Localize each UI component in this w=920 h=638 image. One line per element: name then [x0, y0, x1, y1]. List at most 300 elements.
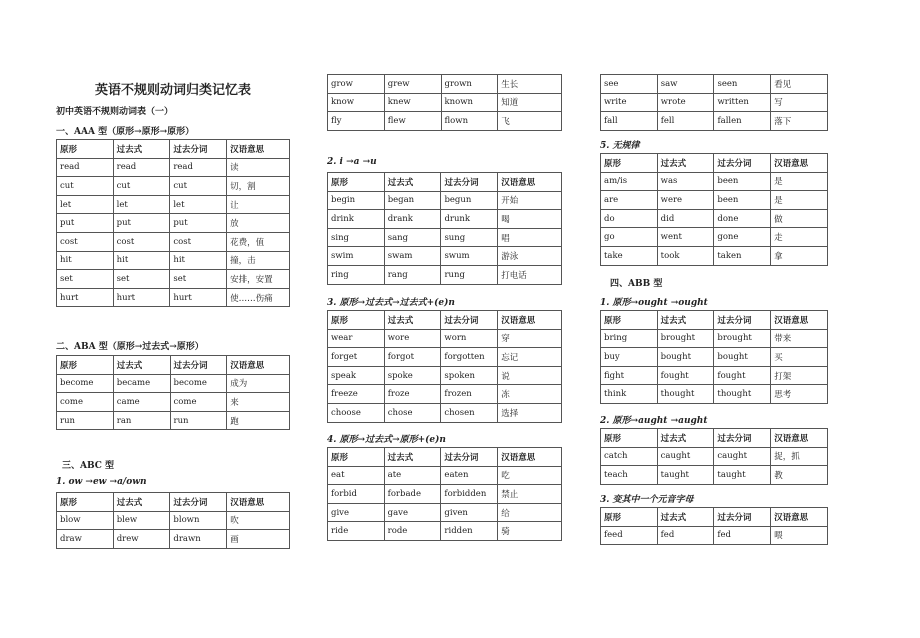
- section-heading-aba: 二、ABA 型（原形→过去式→原形）: [56, 342, 204, 352]
- table-row: [601, 466, 828, 485]
- past-participle-cell: chosen: [441, 403, 498, 422]
- past-participle-cell: known: [441, 93, 498, 112]
- table-row: [601, 246, 828, 265]
- past-tense-cell: read: [113, 158, 170, 177]
- table-row: [328, 228, 562, 247]
- past-participle-cell: fed: [714, 526, 771, 545]
- meaning-cell: 切，割: [227, 177, 290, 196]
- table-abb-1: [600, 310, 828, 404]
- past-tense-cell: flew: [384, 112, 441, 131]
- base-form-cell: cost: [57, 232, 114, 251]
- past-tense-cell: bought: [657, 348, 714, 367]
- past-tense-cell: were: [657, 191, 714, 210]
- base-form-cell: am/is: [601, 172, 658, 191]
- base-form-cell: sing: [328, 228, 385, 247]
- column-header: 过去分词: [714, 508, 771, 527]
- past-participle-cell: brought: [714, 329, 771, 348]
- past-participle-cell: done: [714, 209, 771, 228]
- past-participle-cell: caught: [714, 447, 771, 466]
- page-title: 英语不规则动词归类记忆表: [94, 83, 251, 98]
- table-row: [328, 210, 562, 229]
- column-header: 过去式: [657, 311, 714, 330]
- base-form-cell: wear: [328, 329, 385, 348]
- table-abb-2: [600, 428, 828, 485]
- section-heading-abb: 四、ABB 型: [610, 279, 663, 289]
- table-row: [328, 265, 562, 284]
- base-form-cell: grow: [328, 75, 385, 94]
- meaning-cell: 穿: [498, 329, 562, 348]
- past-participle-cell: been: [714, 191, 771, 210]
- past-participle-cell: taught: [714, 466, 771, 485]
- column-header: 过去分词: [170, 356, 227, 375]
- meaning-cell: 飞: [498, 112, 562, 131]
- base-form-cell: go: [601, 228, 658, 247]
- subheading-abc-1: 1. ow →ew →a/own: [56, 477, 147, 487]
- table-row: [328, 466, 562, 485]
- table-row: [328, 348, 562, 367]
- subheading-abc-4: 4. 原形→过去式→原形+(e)n: [327, 435, 446, 445]
- table-row: [57, 158, 290, 177]
- past-tense-cell: saw: [657, 75, 714, 94]
- column-header: 过去式: [113, 493, 170, 512]
- table-header-row: [601, 508, 828, 527]
- table-row: [57, 251, 290, 270]
- table-abc-1a: [56, 492, 290, 549]
- column-header: 过去式: [113, 356, 170, 375]
- past-participle-cell: hit: [170, 251, 227, 270]
- meaning-cell: 忘记: [498, 348, 562, 367]
- past-tense-cell: chose: [384, 403, 441, 422]
- base-form-cell: become: [57, 374, 114, 393]
- table-abc-4b: [600, 74, 828, 131]
- past-tense-cell: fought: [657, 366, 714, 385]
- base-form-cell: come: [57, 393, 114, 412]
- table-row: [601, 172, 828, 191]
- meaning-cell: 落下: [771, 112, 828, 131]
- column-header: 汉语意思: [771, 154, 828, 173]
- meaning-cell: 唱: [498, 228, 562, 247]
- column-header: 原形: [601, 429, 658, 448]
- column-header: 过去式: [384, 311, 441, 330]
- past-tense-cell: began: [384, 191, 441, 210]
- past-tense-cell: cost: [113, 232, 170, 251]
- base-form-cell: catch: [601, 447, 658, 466]
- table-row: [328, 112, 562, 131]
- past-participle-cell: flown: [441, 112, 498, 131]
- meaning-cell: 安排，安置: [227, 270, 290, 289]
- table-row: [328, 403, 562, 422]
- column-header: 汉语意思: [227, 493, 290, 512]
- table-abc-4a: [327, 447, 562, 541]
- table-header-row: [328, 173, 562, 192]
- past-tense-cell: fed: [657, 526, 714, 545]
- meaning-cell: 跑: [227, 411, 290, 430]
- meaning-cell: 写: [771, 93, 828, 112]
- past-participle-cell: thought: [714, 385, 771, 404]
- past-tense-cell: caught: [657, 447, 714, 466]
- column-header: 过去式: [113, 140, 170, 159]
- past-tense-cell: grew: [384, 75, 441, 94]
- meaning-cell: 撞，击: [227, 251, 290, 270]
- meaning-cell: 做: [771, 209, 828, 228]
- past-participle-cell: worn: [441, 329, 498, 348]
- base-form-cell: fight: [601, 366, 658, 385]
- column-header: 过去分词: [441, 448, 498, 467]
- table-row: [328, 485, 562, 504]
- column-header: 过去式: [657, 508, 714, 527]
- meaning-cell: 打架: [771, 366, 828, 385]
- table-header-row: [601, 429, 828, 448]
- table-header-row: [57, 140, 290, 159]
- base-form-cell: eat: [328, 466, 385, 485]
- subheading-abc-2: 2. i →a →u: [327, 157, 377, 167]
- meaning-cell: 是: [771, 191, 828, 210]
- table-row: [328, 503, 562, 522]
- base-form-cell: swim: [328, 247, 385, 266]
- table-row: [57, 195, 290, 214]
- past-participle-cell: taken: [714, 246, 771, 265]
- column-header: 原形: [601, 154, 658, 173]
- past-participle-cell: read: [170, 158, 227, 177]
- past-participle-cell: drunk: [441, 210, 498, 229]
- column-header: 过去分词: [170, 140, 227, 159]
- table-row: [328, 385, 562, 404]
- table-row: [601, 93, 828, 112]
- meaning-cell: 冻: [498, 385, 562, 404]
- table-abc-3: [327, 310, 562, 423]
- past-participle-cell: become: [170, 374, 227, 393]
- table-abc-1b: [327, 74, 562, 131]
- past-tense-cell: let: [113, 195, 170, 214]
- base-form-cell: begin: [328, 191, 385, 210]
- past-tense-cell: forbade: [384, 485, 441, 504]
- base-form-cell: draw: [57, 530, 114, 549]
- table-row: [328, 247, 562, 266]
- past-tense-cell: ran: [113, 411, 170, 430]
- base-form-cell: give: [328, 503, 385, 522]
- table-header-row: [57, 493, 290, 512]
- past-participle-cell: bought: [714, 348, 771, 367]
- table-row: [57, 232, 290, 251]
- table-row: [601, 75, 828, 94]
- table-header-row: [57, 356, 290, 375]
- table-row: [57, 177, 290, 196]
- past-participle-cell: forgotten: [441, 348, 498, 367]
- table-row: [57, 411, 290, 430]
- table-row: [328, 191, 562, 210]
- table-row: [57, 393, 290, 412]
- meaning-cell: 骑: [498, 522, 562, 541]
- past-tense-cell: came: [113, 393, 170, 412]
- table-row: [328, 522, 562, 541]
- table-header-row: [328, 448, 562, 467]
- past-participle-cell: rung: [441, 265, 498, 284]
- table-row: [57, 270, 290, 289]
- meaning-cell: 拿: [771, 246, 828, 265]
- past-participle-cell: given: [441, 503, 498, 522]
- table-row: [601, 366, 828, 385]
- base-form-cell: set: [57, 270, 114, 289]
- past-participle-cell: fought: [714, 366, 771, 385]
- table-row: [328, 93, 562, 112]
- past-participle-cell: cut: [170, 177, 227, 196]
- column-header: 原形: [328, 311, 385, 330]
- base-form-cell: take: [601, 246, 658, 265]
- past-tense-cell: hurt: [113, 288, 170, 307]
- past-participle-cell: ridden: [441, 522, 498, 541]
- column-header: 过去分词: [714, 429, 771, 448]
- past-tense-cell: set: [113, 270, 170, 289]
- section-heading-aaa: 一、AAA 型（原形→原形→原形）: [56, 127, 195, 137]
- base-form-cell: see: [601, 75, 658, 94]
- meaning-cell: 禁止: [498, 485, 562, 504]
- table-abc-5: [600, 153, 828, 266]
- base-form-cell: know: [328, 93, 385, 112]
- meaning-cell: 带来: [771, 329, 828, 348]
- past-participle-cell: let: [170, 195, 227, 214]
- past-tense-cell: knew: [384, 93, 441, 112]
- column-header: 汉语意思: [771, 311, 828, 330]
- base-form-cell: hit: [57, 251, 114, 270]
- table-header-row: [601, 154, 828, 173]
- past-participle-cell: eaten: [441, 466, 498, 485]
- meaning-cell: 吃: [498, 466, 562, 485]
- table-abb-3: [600, 507, 828, 545]
- past-tense-cell: rode: [384, 522, 441, 541]
- subheading-abb-3: 3. 变其中一个元音字母: [600, 495, 694, 505]
- subheading-abb-1: 1. 原形→ought →ought: [600, 298, 708, 308]
- meaning-cell: 教: [771, 466, 828, 485]
- past-tense-cell: brought: [657, 329, 714, 348]
- past-tense-cell: drank: [384, 210, 441, 229]
- past-tense-cell: hit: [113, 251, 170, 270]
- column-header: 汉语意思: [227, 140, 290, 159]
- base-form-cell: run: [57, 411, 114, 430]
- meaning-cell: 读: [227, 158, 290, 177]
- meaning-cell: 走: [771, 228, 828, 247]
- past-participle-cell: written: [714, 93, 771, 112]
- table-aba: [56, 355, 290, 430]
- subheading-abb-2: 2. 原形→aught →aught: [600, 416, 708, 426]
- base-form-cell: speak: [328, 366, 385, 385]
- past-participle-cell: grown: [441, 75, 498, 94]
- meaning-cell: 捉，抓: [771, 447, 828, 466]
- base-form-cell: let: [57, 195, 114, 214]
- column-header: 过去分词: [441, 173, 498, 192]
- past-tense-cell: wore: [384, 329, 441, 348]
- table-row: [601, 112, 828, 131]
- past-participle-cell: forbidden: [441, 485, 498, 504]
- past-tense-cell: sang: [384, 228, 441, 247]
- meaning-cell: 开始: [498, 191, 562, 210]
- column-header: 汉语意思: [498, 311, 562, 330]
- meaning-cell: 说: [498, 366, 562, 385]
- past-tense-cell: gave: [384, 503, 441, 522]
- base-form-cell: fall: [601, 112, 658, 131]
- table-header-row: [601, 311, 828, 330]
- past-tense-cell: drew: [113, 530, 170, 549]
- table-row: [328, 366, 562, 385]
- past-tense-cell: rang: [384, 265, 441, 284]
- column-header: 过去式: [657, 154, 714, 173]
- base-form-cell: cut: [57, 177, 114, 196]
- subtitle: 初中英语不规则动词表（一）: [56, 107, 174, 117]
- base-form-cell: fly: [328, 112, 385, 131]
- column-header: 汉语意思: [227, 356, 290, 375]
- past-participle-cell: hurt: [170, 288, 227, 307]
- past-participle-cell: seen: [714, 75, 771, 94]
- table-row: [328, 329, 562, 348]
- past-participle-cell: gone: [714, 228, 771, 247]
- base-form-cell: freeze: [328, 385, 385, 404]
- meaning-cell: 知道: [498, 93, 562, 112]
- past-tense-cell: wrote: [657, 93, 714, 112]
- base-form-cell: do: [601, 209, 658, 228]
- meaning-cell: 画: [227, 530, 290, 549]
- past-participle-cell: come: [170, 393, 227, 412]
- meaning-cell: 来: [227, 393, 290, 412]
- past-tense-cell: was: [657, 172, 714, 191]
- past-tense-cell: became: [113, 374, 170, 393]
- past-tense-cell: cut: [113, 177, 170, 196]
- column-header: 汉语意思: [771, 429, 828, 448]
- meaning-cell: 生长: [498, 75, 562, 94]
- meaning-cell: 思考: [771, 385, 828, 404]
- table-abc-2: [327, 172, 562, 285]
- column-header: 过去式: [384, 448, 441, 467]
- past-participle-cell: fallen: [714, 112, 771, 131]
- past-tense-cell: took: [657, 246, 714, 265]
- meaning-cell: 买: [771, 348, 828, 367]
- meaning-cell: 喝: [498, 210, 562, 229]
- table-aaa: [56, 139, 290, 307]
- column-header: 汉语意思: [498, 448, 562, 467]
- table-row: [601, 447, 828, 466]
- meaning-cell: 看见: [771, 75, 828, 94]
- past-participle-cell: begun: [441, 191, 498, 210]
- base-form-cell: put: [57, 214, 114, 233]
- past-participle-cell: frozen: [441, 385, 498, 404]
- past-participle-cell: spoken: [441, 366, 498, 385]
- past-tense-cell: forgot: [384, 348, 441, 367]
- past-participle-cell: sung: [441, 228, 498, 247]
- base-form-cell: think: [601, 385, 658, 404]
- meaning-cell: 选择: [498, 403, 562, 422]
- base-form-cell: ring: [328, 265, 385, 284]
- past-tense-cell: swam: [384, 247, 441, 266]
- table-row: [601, 348, 828, 367]
- subheading-abc-3: 3. 原形→过去式→过去式+(e)n: [327, 298, 455, 308]
- base-form-cell: are: [601, 191, 658, 210]
- table-row: [57, 530, 290, 549]
- table-row: [601, 329, 828, 348]
- past-participle-cell: put: [170, 214, 227, 233]
- column-header: 过去式: [384, 173, 441, 192]
- past-participle-cell: set: [170, 270, 227, 289]
- table-row: [601, 526, 828, 545]
- meaning-cell: 是: [771, 172, 828, 191]
- base-form-cell: forget: [328, 348, 385, 367]
- base-form-cell: feed: [601, 526, 658, 545]
- past-tense-cell: spoke: [384, 366, 441, 385]
- past-tense-cell: taught: [657, 466, 714, 485]
- base-form-cell: hurt: [57, 288, 114, 307]
- column-header: 汉语意思: [498, 173, 562, 192]
- past-tense-cell: ate: [384, 466, 441, 485]
- base-form-cell: choose: [328, 403, 385, 422]
- column-header: 过去分词: [441, 311, 498, 330]
- past-tense-cell: put: [113, 214, 170, 233]
- past-participle-cell: blown: [170, 511, 227, 530]
- past-participle-cell: been: [714, 172, 771, 191]
- base-form-cell: buy: [601, 348, 658, 367]
- base-form-cell: blow: [57, 511, 114, 530]
- column-header: 过去式: [657, 429, 714, 448]
- base-form-cell: forbid: [328, 485, 385, 504]
- meaning-cell: 使……伤痛: [227, 288, 290, 307]
- column-header: 原形: [57, 493, 114, 512]
- table-row: [57, 288, 290, 307]
- past-tense-cell: did: [657, 209, 714, 228]
- table-row: [601, 191, 828, 210]
- past-participle-cell: run: [170, 411, 227, 430]
- column-header: 过去分词: [714, 154, 771, 173]
- past-participle-cell: swum: [441, 247, 498, 266]
- past-tense-cell: thought: [657, 385, 714, 404]
- meaning-cell: 给: [498, 503, 562, 522]
- past-participle-cell: cost: [170, 232, 227, 251]
- column-header: 过去分词: [714, 311, 771, 330]
- table-header-row: [328, 311, 562, 330]
- section-heading-abc: 三、ABC 型: [62, 461, 115, 471]
- column-header: 原形: [57, 356, 114, 375]
- meaning-cell: 成为: [227, 374, 290, 393]
- past-tense-cell: fell: [657, 112, 714, 131]
- meaning-cell: 放: [227, 214, 290, 233]
- meaning-cell: 喂: [771, 526, 828, 545]
- column-header: 原形: [328, 448, 385, 467]
- table-row: [601, 228, 828, 247]
- base-form-cell: read: [57, 158, 114, 177]
- table-row: [601, 385, 828, 404]
- past-tense-cell: blew: [113, 511, 170, 530]
- base-form-cell: ride: [328, 522, 385, 541]
- meaning-cell: 游泳: [498, 247, 562, 266]
- column-header: 原形: [601, 508, 658, 527]
- column-header: 汉语意思: [771, 508, 828, 527]
- past-tense-cell: froze: [384, 385, 441, 404]
- meaning-cell: 让: [227, 195, 290, 214]
- meaning-cell: 吹: [227, 511, 290, 530]
- meaning-cell: 花费，值: [227, 232, 290, 251]
- table-row: [328, 75, 562, 94]
- column-header: 原形: [328, 173, 385, 192]
- past-tense-cell: went: [657, 228, 714, 247]
- table-row: [57, 214, 290, 233]
- base-form-cell: write: [601, 93, 658, 112]
- meaning-cell: 打电话: [498, 265, 562, 284]
- base-form-cell: teach: [601, 466, 658, 485]
- base-form-cell: bring: [601, 329, 658, 348]
- table-row: [57, 374, 290, 393]
- past-participle-cell: drawn: [170, 530, 227, 549]
- column-header: 过去分词: [170, 493, 227, 512]
- base-form-cell: drink: [328, 210, 385, 229]
- subheading-abc-5: 5. 无规律: [600, 141, 640, 151]
- column-header: 原形: [601, 311, 658, 330]
- table-row: [601, 209, 828, 228]
- column-header: 原形: [57, 140, 114, 159]
